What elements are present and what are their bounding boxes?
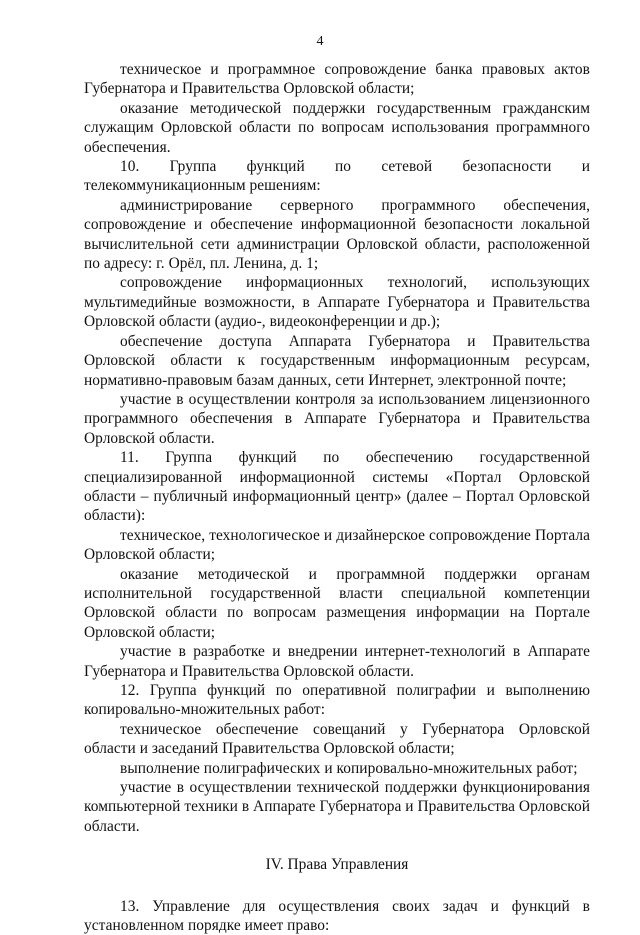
paragraph: оказание методической поддержки государственным гражданским служащим Орловской области по вопросам использования программного обеспечения. xyxy=(84,99,590,156)
paragraph: администрирование серверного программного обеспечения, сопровождение и обеспечение информационной безопасности локальной вычислительной сети администрации Орловской области, расположенной по адресу: г. Орёл, пл. Ленина, д. 1; xyxy=(84,196,590,273)
paragraph: 10. Группа функций по сетевой безопасности и телекоммуникационным решениям: xyxy=(84,158,590,195)
paragraph: 13. Управление для осуществления своих задач и функций в установленном порядке имеет право: xyxy=(84,897,590,935)
paragraph: оказание методической и программной поддержки органам исполнительной государственной власти специальной компетенции Орловской области по вопросам размещения информации на Портале Орловской области; xyxy=(84,565,590,641)
paragraph: техническое обеспечение совещаний у Губернатора Орловской области и заседаний Правительства Орловской области; xyxy=(84,720,590,758)
paragraph: участие в осуществлении технической поддержки функционирования компьютерной техники в Аппарате Губернатора и Правительства Орловской области. xyxy=(84,779,590,835)
paragraph: сопровождение информационных технологий, использующих мультимедийные возможности, в Аппарате Губернатора и Правительства Орловской области (аудио-, видеоконференции и др.); xyxy=(84,274,590,331)
paragraph: участие в разработке и внедрении интернет-технологий в Аппарате Губернатора и Правительства Орловской области. xyxy=(84,643,590,680)
paragraph: 11. Группа функций по обеспечению государственной специализированной информационной системы «Портал Орловской области – публичный информационный центр» (далее – Портал Орловской области): xyxy=(84,449,590,525)
paragraph: выполнение полиграфических и копировально-множительных работ; xyxy=(120,759,578,777)
paragraph: 12. Группа функций по оперативной полиграфии и выполнению копировально-множительных работ: xyxy=(84,682,590,719)
document-body xyxy=(84,60,590,935)
page-number: 4 xyxy=(316,34,324,49)
paragraph: техническое и программное сопровождение банка правовых актов Губернатора и Правительства Орловской области; xyxy=(84,61,590,98)
paragraph: техническое, технологическое и дизайнерское сопровождение Портала Орловской области; xyxy=(84,526,590,564)
section-heading: IV. Права Управления xyxy=(265,856,409,874)
paragraph: участие в осуществлении контроля за использованием лицензионного программного обеспечения в Аппарате Губернатора и Правительства Орловской области. xyxy=(84,390,590,447)
paragraph: обеспечение доступа Аппарата Губернатора и Правительства Орловской области к государственным информационным ресурсам, нормативно-правовым базам данных, сети Интернет, электронной почте; xyxy=(84,332,590,389)
